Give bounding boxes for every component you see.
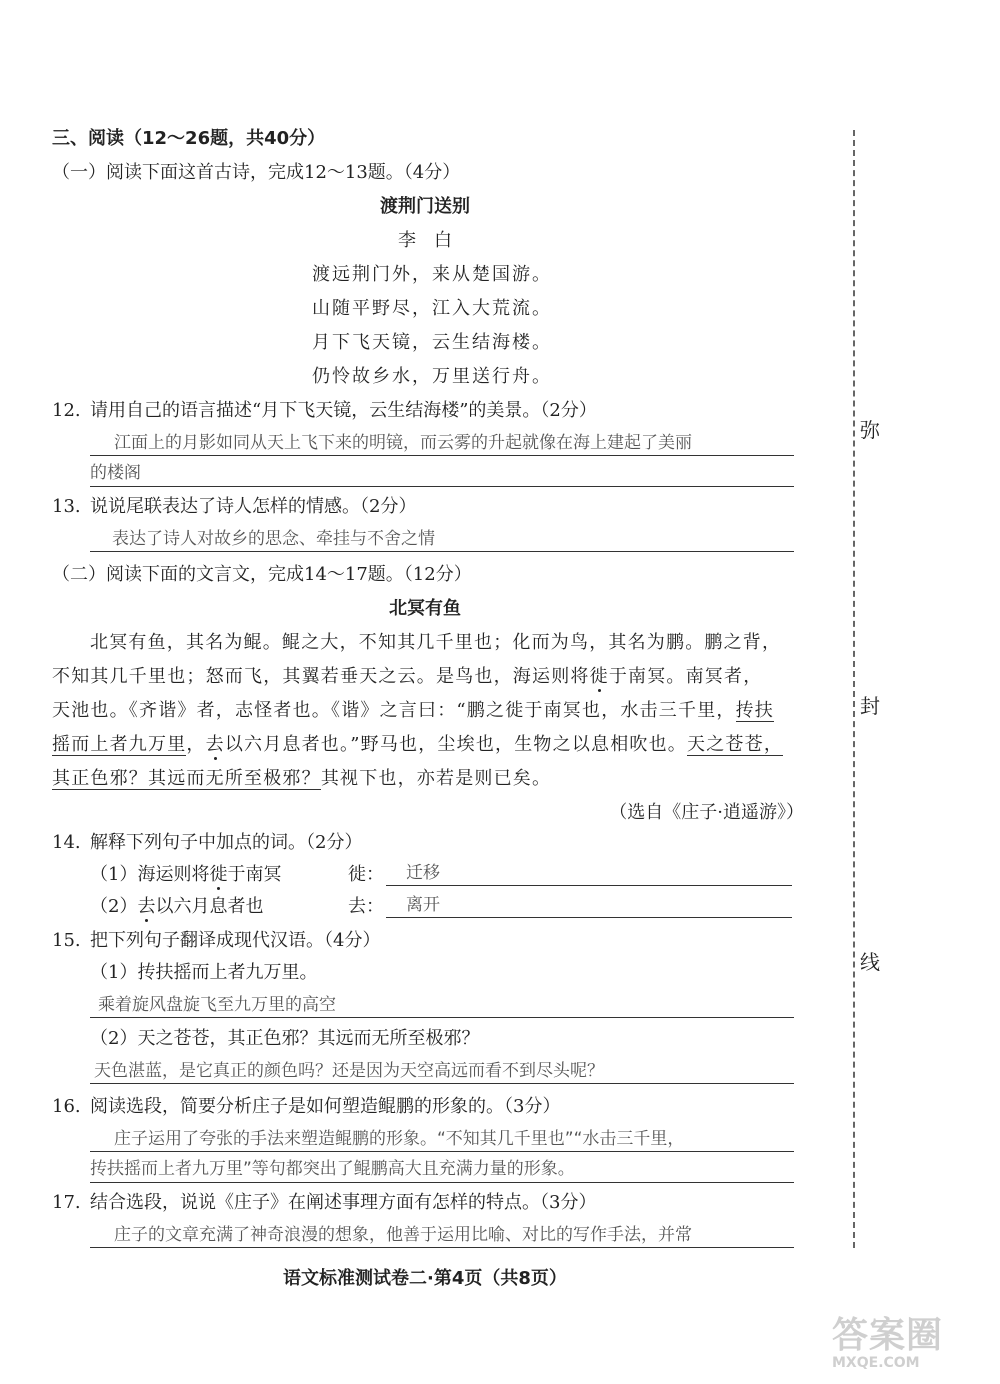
binding-dashed-line bbox=[853, 130, 855, 1248]
passage-line-3: 天池也。《齐谐》者，志怪者也。《谐》之言曰：“鹏之徙于南冥也，水击三千里，抟扶 bbox=[52, 700, 775, 721]
q16-text: 阅读选段，简要分析庄子是如何塑造鲲鹏的形象的。（3分） bbox=[90, 1096, 561, 1117]
q14-text: 解释下列句子中加点的词。（2分） bbox=[90, 832, 363, 853]
binding-char-xian: 线 bbox=[860, 950, 880, 974]
q15-text: 把下列句子翻译成现代汉语。（4分） bbox=[90, 930, 381, 951]
q14-answer-2[interactable]: 离开 bbox=[386, 892, 792, 918]
q12-text: 请用自己的语言描述“月下飞天镜，云生结海楼”的美景。（2分） bbox=[90, 400, 597, 421]
q14-item-1: （1）海运则将徙于南冥 bbox=[90, 864, 282, 885]
passage-source: （选自《庄子·逍遥游》） bbox=[609, 802, 804, 823]
q14-word-2: 去： bbox=[348, 896, 384, 917]
q14-dotted-char-xi: 徙 bbox=[209, 864, 228, 885]
passage-line-5: 其正色邪？其远而无所至极邪？其视下也，亦若是则已矣。 bbox=[52, 768, 552, 789]
page-footer: 语文标准测试卷二·第4页（共8页） bbox=[283, 1268, 567, 1289]
underlined-phrase-1: 抟扶 bbox=[735, 700, 775, 721]
q14-dotted-char-qu: 去 bbox=[137, 896, 156, 917]
q15-item-2: （2）天之苍苍，其正色邪？其远而无所至极邪？ bbox=[90, 1028, 480, 1049]
q15-item-1: （1）抟扶摇而上者九万里。 bbox=[90, 962, 318, 983]
q13-text: 说说尾联表达了诗人怎样的情感。（2分） bbox=[90, 496, 417, 517]
binding-char-mi: 弥 bbox=[860, 418, 880, 442]
q15-answer-2[interactable]: 天色湛蓝，是它真正的颜色吗？还是因为天空高远而看不到尽头呢？ bbox=[90, 1058, 794, 1084]
passage-line-4: 摇而上者九万里，去以六月息者也。”野马也，尘埃也，生物之以息相吹也。天之苍苍， bbox=[52, 734, 784, 755]
q16-answer-line-2[interactable]: 抟扶摇而上者九万里”等句都突出了鲲鹏高大且充满力量的形象。 bbox=[90, 1156, 794, 1183]
part1-intro: （一）阅读下面这首古诗，完成12～13题。（4分） bbox=[52, 162, 461, 183]
q12-answer-line-1[interactable]: 江面上的月影如同从天上飞下来的明镜，而云雾的升起就像在海上建起了美丽 bbox=[90, 430, 794, 456]
passage-line-2: 不知其几千里也；怒而飞，其翼若垂天之云。是鸟也，海运则将徙于南冥。南冥者， bbox=[52, 666, 763, 687]
q12-answer-line-2[interactable]: 的楼阁 bbox=[90, 460, 794, 487]
q16-number: 16. bbox=[52, 1096, 81, 1117]
passage-line-1: 北冥有鱼，其名为鲲。鲲之大，不知其几千里也；化而为鸟，其名为鹏。鹏之背， bbox=[90, 632, 782, 653]
q12-number: 12. bbox=[52, 400, 81, 421]
poem-line-1: 渡远荆门外，来从楚国游。 bbox=[312, 264, 552, 285]
q13-number: 13. bbox=[52, 496, 81, 517]
q17-number: 17. bbox=[52, 1192, 81, 1213]
q14-number: 14. bbox=[52, 832, 81, 853]
q16-answer-line-1[interactable]: 庄子运用了夸张的手法来塑造鲲鹏的形象。“不知其几千里也”“水击三千里， bbox=[90, 1126, 794, 1152]
underlined-phrase-4: 其正色邪？其远而无所至极邪？ bbox=[52, 768, 321, 789]
poem-line-4: 仍怜故乡水，万里送行舟。 bbox=[312, 366, 552, 387]
underlined-phrase-2: 摇而上者九万里 bbox=[52, 734, 187, 755]
q15-answer-1[interactable]: 乘着旋风盘旋飞至九万里的高空 bbox=[90, 992, 794, 1018]
watermark-logo-text: 答案圈 bbox=[832, 1315, 944, 1356]
q14-item-2: （2）去以六月息者也 bbox=[90, 896, 264, 917]
poem-line-3: 月下飞天镜，云生结海楼。 bbox=[312, 332, 552, 353]
poem-author: 李 白 bbox=[398, 230, 452, 251]
part2-intro: （二）阅读下面的文言文，完成14～17题。（12分） bbox=[52, 564, 472, 585]
q14-answer-1[interactable]: 迁移 bbox=[386, 860, 792, 886]
q15-number: 15. bbox=[52, 930, 81, 951]
section-title: 三、阅读（12～26题，共40分） bbox=[52, 128, 326, 149]
dotted-char-qu: 去 bbox=[205, 734, 225, 755]
q17-text: 结合选段，说说《庄子》在阐述事理方面有怎样的特点。（3分） bbox=[90, 1192, 597, 1213]
q14-word-1: 徙： bbox=[348, 864, 384, 885]
q13-answer-line-1[interactable]: 表达了诗人对故乡的思念、牵挂与不舍之情 bbox=[90, 526, 794, 552]
underlined-phrase-3: 天之苍苍， bbox=[687, 734, 784, 755]
poem-title: 渡荆门送别 bbox=[380, 196, 470, 217]
poem-line-2: 山随平野尽，江入大荒流。 bbox=[312, 298, 552, 319]
q17-answer-line-1[interactable]: 庄子的文章充满了神奇浪漫的想象，他善于运用比喻、对比的写作手法，并常 bbox=[90, 1222, 794, 1248]
passage-title: 北冥有鱼 bbox=[389, 598, 461, 619]
watermark-logo bbox=[832, 1315, 992, 1378]
binding-char-feng: 封 bbox=[860, 694, 880, 718]
dotted-char-xi: 徙 bbox=[589, 666, 609, 687]
watermark-url: MXQE.COM bbox=[832, 1355, 920, 1371]
